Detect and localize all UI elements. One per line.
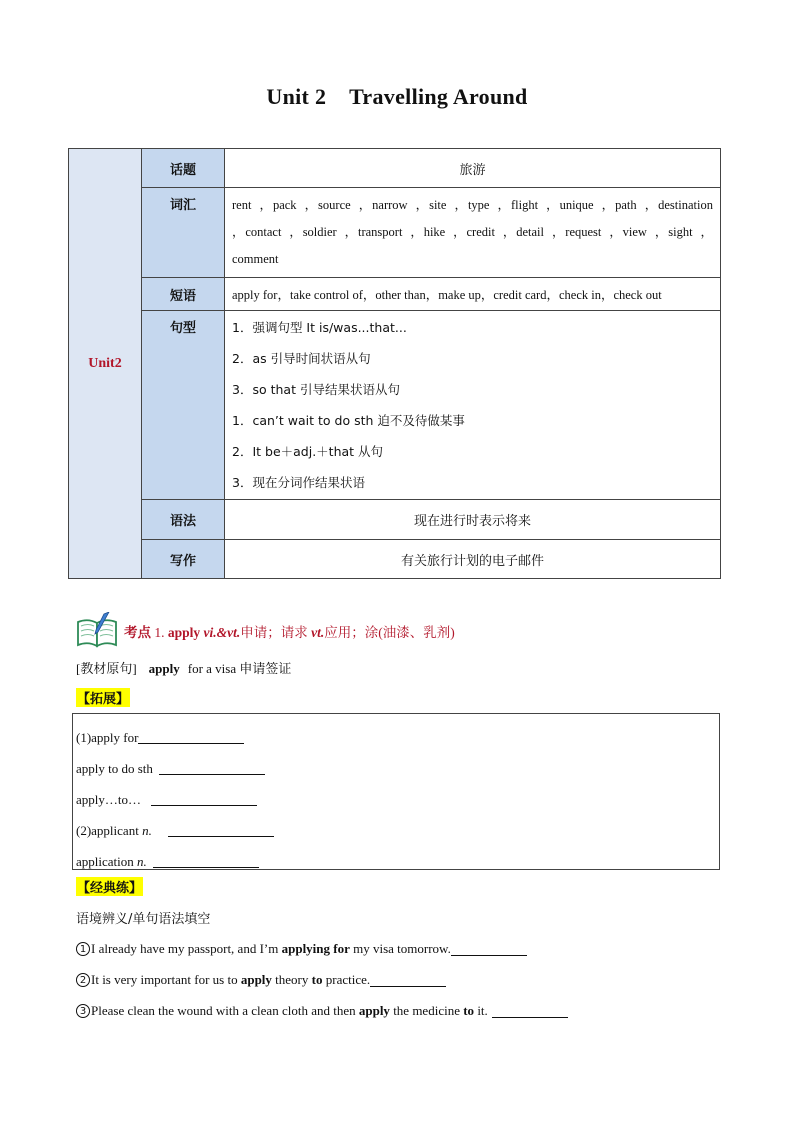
expand-box (72, 713, 720, 870)
kaodian-pos2: vt. (311, 625, 325, 640)
exercise-number: 1 (76, 942, 90, 956)
phrases-value: apply for，take control of，other than，make up，credit card，check in，check out (225, 278, 721, 311)
exercise-text: I already have my passport, and I’m (91, 941, 282, 956)
textbook-sentence (76, 658, 291, 677)
exercise-bold: apply (240, 972, 272, 987)
practice-tag: 【经典练】 (76, 877, 143, 896)
kaodian-meaning2: 应用；涂(油漆、乳剂) (324, 625, 455, 640)
exercise-number: 3 (76, 1004, 90, 1018)
vocabulary-value: rent ，pack ，source ，narrow ，site ，type ，flight ，unique ，path ，destination ，contact ，soldier ，transport ，hike ，credit ，detail ，request ，view ，sight ，comment (232, 198, 713, 266)
answer-blank[interactable] (492, 1005, 568, 1018)
grammar-value: 现在进行时表示将来 (225, 500, 721, 540)
answer-blank[interactable] (159, 762, 265, 775)
answer-blank[interactable] (138, 731, 244, 744)
sentence-item: 1．can’t wait to do sth 迫不及待做某事 (232, 413, 465, 428)
exercise-1 (76, 941, 527, 957)
phrases-label: 短语 (142, 278, 225, 311)
answer-blank[interactable] (153, 855, 259, 868)
expand-item-text: (2)applicant n. (76, 822, 152, 838)
exercise-3 (76, 1003, 568, 1019)
expand-item-text: apply to do sth (76, 760, 153, 776)
expand-item (76, 846, 719, 877)
expand-item (76, 753, 719, 784)
kaodian-text (124, 621, 455, 641)
vocabulary-label: 词汇 (142, 188, 225, 278)
sentence-item: 2．as 引导时间状语从句 (232, 351, 371, 366)
expand-item (76, 722, 719, 753)
exercise-bold: apply (358, 1003, 390, 1018)
sentence-item: 3．so that 引导结果状语从句 (232, 382, 400, 397)
sentences-label: 句型 (142, 311, 225, 500)
kaodian-heading (76, 612, 455, 648)
unit-overview-table (68, 148, 721, 579)
writing-value: 有关旅行计划的电子邮件 (225, 540, 721, 579)
exercise-text: it. (474, 1003, 488, 1018)
exercise-text: theory (271, 972, 312, 987)
exercise-text: It is very important for us to (91, 972, 241, 987)
exercise-text: the medicine (389, 1003, 464, 1018)
answer-blank[interactable] (370, 974, 446, 987)
topic-value: 旅游 (225, 149, 721, 188)
page-title: Unit 2 Travelling Around (266, 84, 528, 109)
kaodian-number: 1. (154, 625, 165, 640)
expand-item-text: application n. (76, 853, 147, 869)
topic-label: 话题 (142, 149, 225, 188)
kaodian-pos1: vi.&vt. (203, 625, 241, 640)
exercise-text: my visa tomorrow. (349, 941, 451, 956)
exercise-text: Please clean the wound with a clean cloth and then (91, 1003, 359, 1018)
instruction: 语境辨义/单句语法填空 (76, 912, 211, 927)
exercise-number: 2 (76, 973, 90, 987)
writing-label: 写作 (142, 540, 225, 579)
unit-label: Unit2 (69, 149, 142, 579)
expand-item (76, 815, 719, 846)
expand-item-text: (1)apply for (76, 729, 139, 745)
book-pencil-icon (76, 612, 120, 648)
exercise-text: practice. (322, 972, 371, 987)
answer-blank[interactable] (151, 793, 257, 806)
vocabulary-cell (225, 188, 721, 278)
textbook-rest: for a visa 申请签证 (187, 661, 292, 676)
grammar-label: 语法 (142, 500, 225, 540)
answer-blank[interactable] (451, 943, 527, 956)
sentences-cell (225, 311, 721, 500)
exercise-bold: to (463, 1003, 475, 1018)
sentence-item: 1．强调句型 It is/was...that... (232, 320, 407, 335)
exercise-2 (76, 972, 446, 988)
expand-item-text: apply…to… (76, 791, 141, 807)
answer-blank[interactable] (168, 824, 274, 837)
expand-item (76, 784, 719, 815)
textbook-word: apply (148, 661, 180, 676)
sentence-item: 2．It be＋adj.＋that 从句 (232, 444, 384, 459)
textbook-label: [教材原句] (76, 661, 137, 676)
exercise-bold: applying for (281, 941, 350, 956)
expand-tag: 【拓展】 (76, 688, 130, 707)
kaodian-word: apply (167, 625, 201, 640)
kaodian-meaning1: 申请；请求 (240, 625, 308, 640)
exercise-bold: to (311, 972, 323, 987)
kaodian-prefix: 考点 (124, 625, 151, 640)
sentence-item: 3．现在分词作结果状语 (232, 475, 365, 490)
